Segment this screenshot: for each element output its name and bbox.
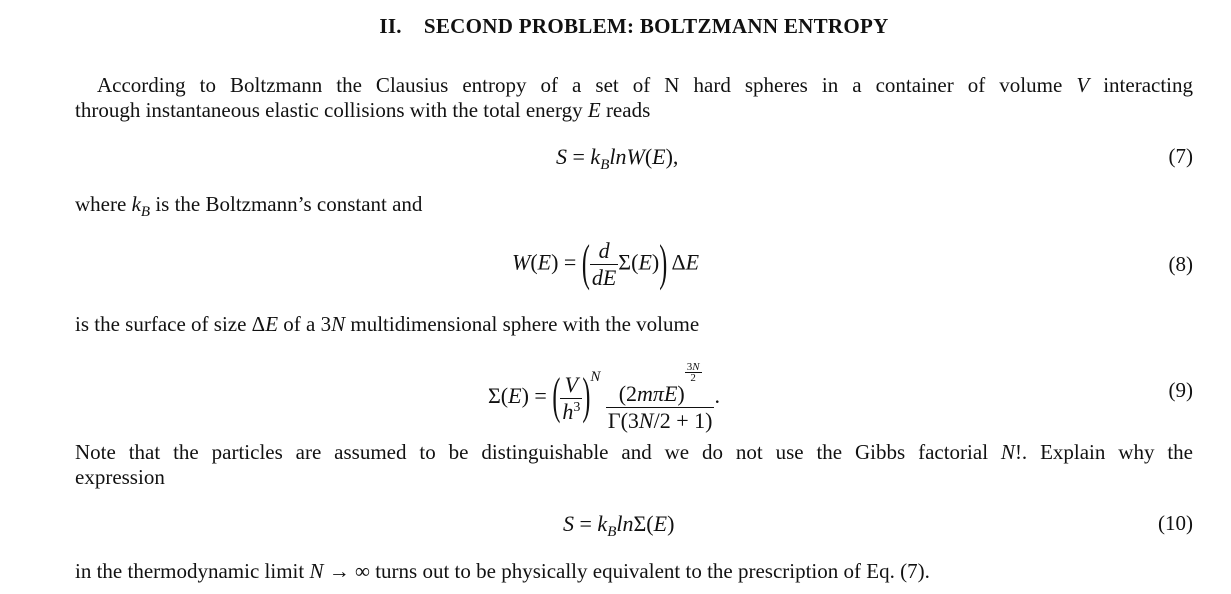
equation-9-body: Σ(E) = ( $\frac{V}{h^3}$ )$^N$ (2mπE) $\frac{3N}{2}$ Γ(3N/2 + 1) .: [488, 361, 720, 433]
equation-8: [0, 236, 1231, 294]
paragraph-kb-line: where $k_B$ is the Boltzmann’s constant and: [75, 192, 423, 220]
section-title: SECOND PROBLEM: BOLTZMANN ENTROPY: [423, 14, 889, 38]
equation-7: [0, 144, 1231, 174]
equation-7-body: $S = k_B\ln W(E)$,: [556, 144, 679, 173]
equation-8-body: W(E) = ( $\frac{d}{dE}$ Σ(E)) ΔE: [512, 237, 700, 292]
equation-9-tag: (9): [1168, 378, 1193, 402]
paragraph-note-line-2: expression: [75, 465, 165, 489]
equation-10: [0, 511, 1231, 541]
paragraph-kb: [75, 192, 1193, 225]
paragraph-surface: [75, 312, 1193, 337]
equation-10-body: $S = k_B\ln\Sigma(E)$: [563, 511, 675, 540]
paragraph-surface-line: is the surface of size ΔE of a 3N multidimensional sphere with the volume: [75, 312, 700, 336]
equation-9: [0, 356, 1231, 433]
equation-7-tag: (7): [1168, 144, 1193, 168]
section-heading: [0, 14, 1231, 39]
paragraph-intro: [75, 73, 1193, 123]
paragraph-note: [75, 440, 1193, 490]
paragraph-limit: [75, 559, 1193, 584]
equation-10-tag: (10): [1158, 511, 1193, 535]
equation-8-tag: (8): [1168, 252, 1193, 276]
paragraph-intro-line-2: through instantaneous elastic collisions with the total energy E reads: [75, 98, 651, 122]
section-number: II.: [379, 14, 402, 38]
paragraph-intro-line-1: According to Boltzmann the Clausius entropy of a set of N hard spheres in a container of volume V interacting: [97, 73, 1194, 97]
paragraph-note-line-1: Note that the particles are assumed to be distinguishable and we do not use the Gibbs factorial N!. Explain why the: [75, 440, 1193, 464]
paragraph-limit-line: in the thermodynamic limit N → ∞ turns out to be physically equivalent to the prescription of Eq. (7).: [75, 559, 930, 583]
